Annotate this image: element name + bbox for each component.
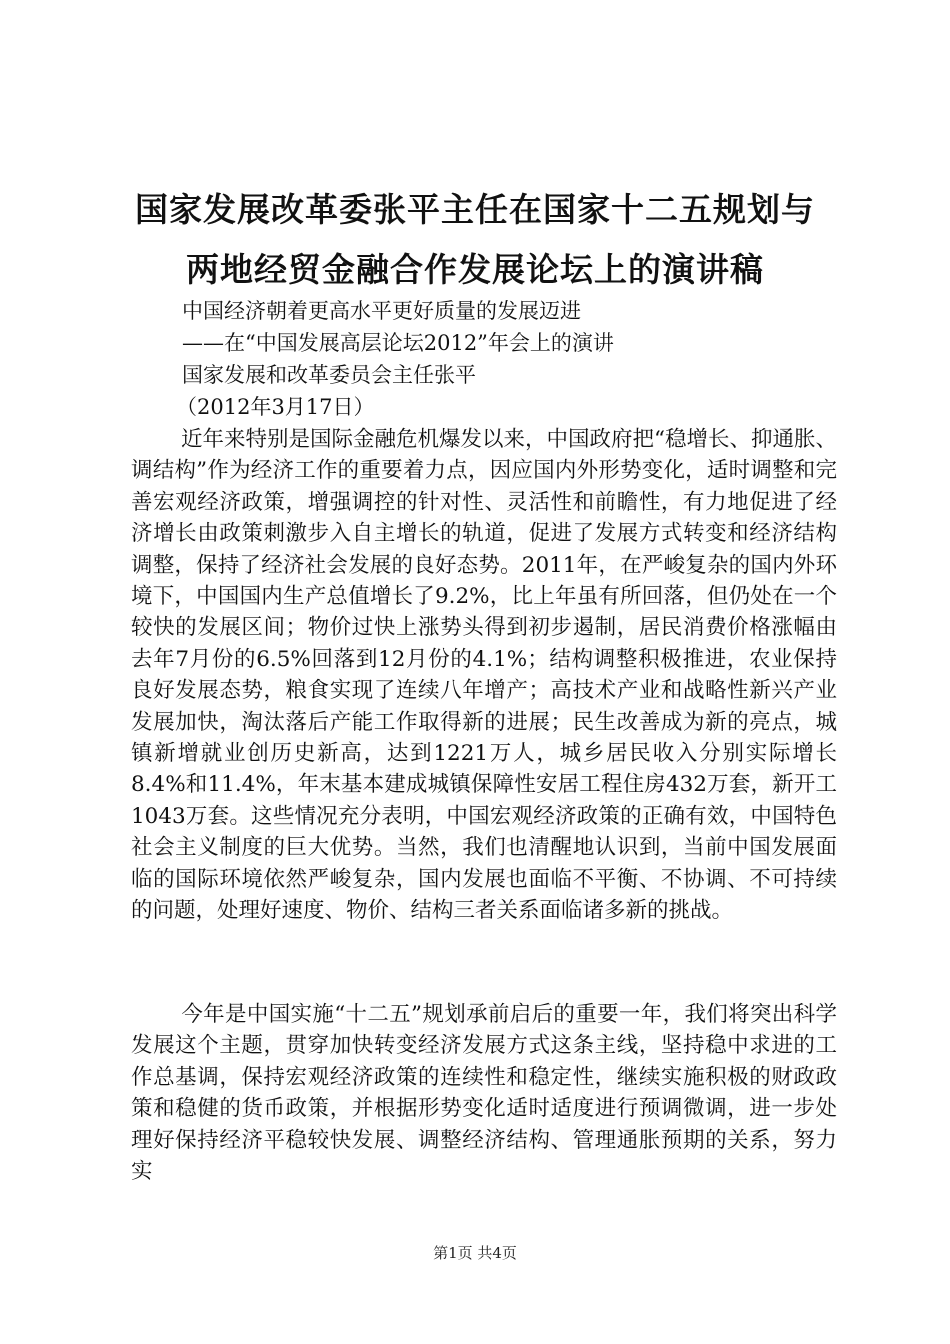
document-title-line-2: 两地经贸金融合作发展论坛上的演讲稿 [186, 250, 764, 289]
paragraph-text: 近年来特别是国际金融危机爆发以来，中国政府把“稳增长、抑通胀、调结构”作为经济工作的重要着力点，因应国内外形势变化，适时调整和完善宏观经济政策，增强调控的针对性、灵活性和前瞻性，有力地促进了经济增长由政策刺激步入自主增长的轨道，促进了发展方式转变和经济结构调整，保持了经济社会发展的良好态势。2011年，在严峻复杂的国内外环境下，中国国内生产总值增长了9.2%，比上年虽有所回落，但仍处在一个较快的发展区间；物价过快上涨势头得到初步遏制，居民消费价格涨幅由去年7月份的6.5%回落到12月份的4.1%；结构调整积极推进，农业保持良好发展态势，粮食实现了连续八年增产；高技术产业和战略性新兴产业发展加快，淘汰落后产能工作取得新的进展；民生改善成为新的亮点，城镇新增就业创历史新高，达到1221万人，城乡居民收入分别实际增长8.4%和11.4%，年末基本建成城镇保障性安居工程住房432万套，新开工1043万套。这些情况充分表明，中国宏观经济政策的正确有效，中国特色社会主义制度的巨大优势。当然，我们也清醒地认识到，当前中国发展面临的国际环境依然严峻复杂，国内发展也面临不平衡、不协调、不可持续的问题，处理好速度、物价、结构三者关系面临诸多新的挑战。 [131, 427, 837, 924]
speech-subtitle: 中国经济朝着更高水平更好质量的发展迈进 [182, 299, 581, 323]
paragraph-text: 今年是中国实施“十二五”规划承前启后的重要一年，我们将突出科学发展这个主题，贯穿加快转变经济发展方式这条主线，坚持稳中求进的工作总基调，保持宏观经济政策的连续性和稳定性，继续实施积极的财政政策和稳健的货币政策，并根据形势变化适时适度进行预调微调，进一步处理好保持经济平稳较快发展、调整经济结构、管理通胀预期的关系，努力实 [131, 1002, 837, 1185]
document-title-line-1: 国家发展改革委张平主任在国家十二五规划与 [135, 190, 815, 229]
page-footer: 第1页 共4页 [433, 1244, 517, 1262]
body-paragraph [131, 424, 837, 927]
speech-date: （2012年3月17日） [176, 395, 375, 419]
speaker-line: 国家发展和改革委员会主任张平 [182, 363, 476, 387]
speech-occasion: ——在“中国发展高层论坛2012”年会上的演讲 [182, 331, 614, 355]
body-paragraph [131, 999, 837, 1187]
